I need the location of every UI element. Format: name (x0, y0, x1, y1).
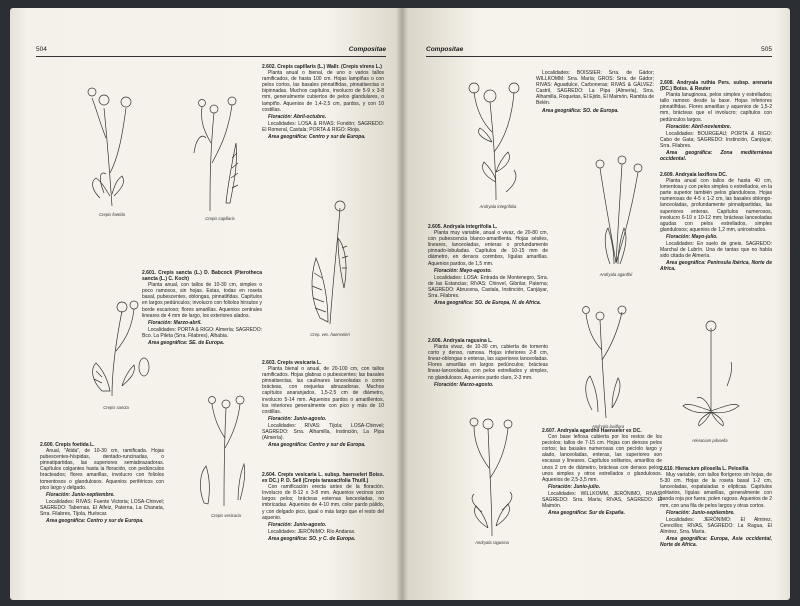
entry-2604 (262, 472, 384, 543)
entry-heading: 2.600. Crepis foetida L. (40, 442, 95, 448)
entry-description: Planta lanuginosa, pelos simples y estrellados; tallo ramoso desde la base. Hojas inferiores pinnatífidas. Flores amarillas y aquenios de 1,5-2 mm, brácteas que el involucro; capítulos con pedúnculos largos. (660, 92, 772, 123)
caption-andryala-laxiflora: Andryala laxiflora (591, 424, 625, 429)
entry-localities: Localidades: RIVAS: Tíjola; LOSA-Chinvel; SAGREDO: Srra. Alhamilla, Instinción, La Pipa (Almería). (262, 422, 384, 442)
entry-localities: Localidades: En suelo de gneis. SAGREDO: Marchal de Lubrín. Una de tantas que no había sido citada de Almería. (660, 241, 772, 260)
illustration-crepis-capillaris (180, 93, 250, 213)
entry-localities: Localidades: BOISSIER: Srra. de Gádor; WILLKOMM: Srra. María; GROS: Srra. de Gádor; RIVAS: Aguadulce, Carboneras; RIVAS & GÁLVEZ: Castril, SAGREDO: La Pipa (Almería), Srra. Alhamilla, Roquetas, El Ejido, El Maimón, Rambla de Belén. (536, 70, 654, 107)
entry-heading: 2.608. Andryala ruthia Pers. subsp. arenaria (DC.) Boiss. & Reuter (660, 80, 772, 93)
entry-area: Area geográfica: Centro y sur de Europa. (268, 442, 366, 449)
entry-2606 (428, 338, 548, 389)
entry-description: Planta bienal o anual, de 20-100 cm, con tallos ramificados. Hojas glabras o pubescentes; las basales pinnatisectas, las caulinares lanceoladas o como brácteas, con orejuelas abrazadoras. Muchos capítulos anaranjados, 1,5-2,5 cm de diámetro, involucro 5-14 mm. Aquenios pardos o amarillentos, los interiores generalmente con pico y más de 10 costillas. (262, 366, 384, 415)
entry-flowering: Floración: Mayo-agosto. (434, 267, 492, 274)
entry-area: Area geográfica: SO. de Europa, N. de Africa. (434, 300, 542, 307)
entry-localities: Localidades: WILLKOMM, JERÓNIMO, RIVAS, SAGREDO: Srra. María; RIVAS, SAGREDO: El Maimón. (542, 490, 662, 510)
caption-crepis-vesicaria: Crepis vesicaria (211, 513, 241, 518)
caption-crepis-foetida: Crepis foetida (99, 212, 125, 217)
entry-heading: 2.601. Crepis sancta (L.) D. Babcock (Pterotheca sancta (L.) C. Koch) (142, 270, 262, 283)
entry-2600 (40, 442, 164, 525)
entry-localities: Localidades: JERÓNIMO: El Almirez, Cerecillos; RIVAS, SAGREDO: La Ragua, El Almirez, Srra. María. (660, 516, 772, 535)
entry-area: Area geográfica: Península Ibérica, Norte de Africa. (660, 260, 772, 273)
entry-localities: Localidades: RIVAS: Fuente Victoria; LOSA-Chinvel; SAGREDO: Tabernas, El Alfeiz, Paterna, La Chanata, Srra. Filabres, Tíjola, Huéscar. (40, 498, 164, 518)
entry-localities: Localidades: PORTA & RIGO: Almería; SAGREDO: Bco. La Pileta (Srra. Filabres), Alhabia. (142, 326, 262, 339)
entry-description: Planta anual o bienal, de uno o varios tallos ramificados, de hasta 100 cm. Hojas lampiñas o con pelos cortos, las basales pinnatífidas, pinnatisectas o bipinnadas. Muchos capítulos, involucro de 5-9 x 3-8 mm, generalmente cubiertos de pelos glandulares, o lampiño. Aquenios de 1,4-2,5 cm, pardos, y con 10 costillas. (262, 70, 384, 113)
caption-crepis-sancta: Crepis sancta (103, 405, 129, 410)
running-title: Compositae (426, 46, 464, 53)
entry-2607 (542, 428, 662, 517)
caption-hieracium-pilosella: Hieracium pilosella (692, 438, 728, 443)
entry-heading: 2.603. Crepis vesicaria L. (262, 360, 322, 366)
entry-description: Planta anual, con tallos de 10-30 cm, simples o poco ramosos, sin hojas. Estas, todas en roseta basal, pubescentes, oblongas, pinnatífidas. Capítulos en largos pedúnculos; involucro con foliolos hirsutos y borde escarioso; flores amarillas. Aquenios centrales lineares de 4 mm de largo, los exteriores alados. (142, 282, 262, 319)
entry-flowering: Floración: Abril-octubre. (268, 113, 327, 120)
entry-description: Planta muy variable, anual o vivaz, de 20-80 cm, con pubescencia blanco-amarillenta. Hojas sésiles, lineares, lanceoladas, enteras o profundamente pinnado-lobuladas. Capítulos de 10-15 mm de diámetro, en densos corimbos, lígulas amarillas. Aquenios pardos, de 1,5 mm. (428, 230, 548, 267)
entry-description: Con base leñosa cubierta por los restos de los peciolos; tallos de 7-15 cm. Hojas con densos pelos cortos; las basales numerosas con pecíolo largo y alado, lanceoladas, enteras, las superiores son escasas y lineares. Capítulos solitarios, amarillos de unos 2 cm de diámetro, brácteas con densos pelos; unos simples y otros estrellados o glandulosos. Aquenios de 2,5-3,5 mm. (542, 434, 662, 483)
entry-heading: 2.605. Andryala integrifolia L. (428, 224, 498, 230)
entry-area: Area geográfica: Centro y sur de Europa. (46, 518, 144, 525)
entry-heading: 2.604. Crepis vesicaria L. subsp. haenseleri Boiss. ex DC.) P. D. Sell (Crepis taraxacifolia Thuill.) (262, 472, 384, 485)
entry-localities: Localidades: JERÓNIMO: Río Andarax. (268, 528, 356, 535)
entry-2601 (142, 270, 262, 347)
illustration-crepis-vesicaria (190, 388, 260, 508)
entry-description: Con ramificación erecta antes de la floración. Involucro de 8-12 x 3-8 mm. Aquenios vecinos con largos pelos; brácteas externas lanceoladas, no imbricadas. Aquenios de 4-10 mm, color pardo pálido, y con delgado pico, igual o más largo que el resto del aquenio. (262, 484, 384, 521)
page-number: 505 (761, 46, 772, 53)
entry-2608 (660, 80, 772, 163)
caption-andryala-ragusina: Andryala ragusina (475, 540, 509, 545)
running-title: Compositae (348, 46, 386, 53)
caption-crepis-vesicaria-haenseleri: Crep. ves. haenseleri (310, 332, 350, 337)
entry-2602 (262, 64, 384, 141)
entry-heading: 2.606. Andryala ragusina L. (428, 338, 493, 344)
entry-heading: 2.607. Andryala agardhii Haenseler ex DC. (542, 428, 642, 434)
caption-crepis-capillaris: Crepis capillaris (205, 216, 235, 221)
entry-localities: Localidades: LOSA: Entrada de Montenegro, Srra. de las Estancias; RIVAS: Chinvel, Gibrilar, Paterna; SAGREDO: Abrucena, Castala, Instinción, Canjáyar, Srra. Filabres. (428, 274, 548, 300)
entry-flowering: Floración: Junio-agosto. (268, 415, 327, 422)
entry-localities: Localidades: BOURGEAU; PORTA & RIGO: Cabo de Gata; SAGREDO: Instinción, Canjáyar, Srra. Filabres. (660, 130, 772, 149)
entry-heading: 2.602. Crepis capillaris (L.) Wallr. (Crepis virens L.) (262, 64, 382, 70)
entry-2605 (428, 224, 548, 307)
entry-flowering: Floración: Marzo-agosto. (434, 381, 494, 388)
illustration-hieracium-pilosella (677, 316, 747, 436)
entry-flowering: Floración: Mayo-julio. (666, 233, 718, 240)
left-page-header (36, 46, 386, 57)
illustration-andryala-integrifolia (456, 72, 536, 202)
entry-area: Area geográfica: SO. de Europa. (542, 107, 619, 114)
entry-description: Muy variable, con tallos florígeros sin hojas, de 5-30 cm. Hojas de la roseta basal 1-2 cm, lanceoladas, espatuladas o elípticas. Capítulos solitarios, lígulas amarillas, generalmente con banda roja por fuera; polen rugoso. Aquenios de 2 mm, con una fila de pelos largos y otras cortos. (660, 472, 772, 509)
entry-flowering: Floración: Abril-noviembre. (666, 123, 732, 130)
entry-flowering: Floración: Marzo-abril. (148, 319, 202, 326)
entry-heading: 2.610. Hieracium pilosella L. Pelosilla (660, 466, 749, 472)
entry-area: Area geográfica: Centro y sur de Europa. (268, 134, 366, 141)
entry-flowering: Floración: Junio-septiembre. (46, 491, 115, 498)
page-number: 504 (36, 46, 47, 53)
entry-localities: Localidades: LOSA & RIVAS: Fondón; SAGREDO: El Romeral, Castala; PORTA & RIGO: Rioja. (262, 120, 384, 133)
left-page (10, 8, 402, 600)
entry-area: Area geográfica: SO. y C. de Europa. (268, 535, 356, 542)
illustration-andryala-ragusina (452, 408, 532, 538)
entry-continuation (536, 70, 654, 115)
entry-description: Planta vivaz, de 10-30 cm, cubierta de tomento corto y denso, ramosa. Hojas inferiores 2-8 cm, linear-oblongas o enteras, las superiores lanceoladas. Flores amarillas en largos pedúnculos; brácteas linear-lanceoladas, con pelos estrellados y simples, no glandulosos. Aquenios pardo claro, 2-3 mm. (428, 344, 548, 381)
right-page-header (426, 46, 772, 57)
entry-heading: 2.609. Andryala laxiflora DC. (660, 172, 728, 178)
entry-2603 (262, 360, 384, 449)
book-gutter (396, 8, 408, 600)
entry-area: Area geográfica: SE. de Europa. (148, 340, 225, 347)
entry-description: Anual, "Atida", de 10-30 cm, ramificada. Hojas pubescentes-híspidas, dentado-runcinadas, o pinnatipartidas, las superiores semiabrazadoras. Capítulos colgantes hasta la floración, con pedúnculos bracteados; flores amarillas, involucro con foliolos tomentosos o glandulosos. Aquenios periféricos con pico largo y delgado. (40, 448, 164, 491)
entry-2610 (660, 466, 772, 549)
entry-area: Area geográfica: Sur de España. (548, 510, 625, 517)
entry-flowering: Floración: Junio-septiembre. (666, 509, 735, 516)
entry-area: Area geográfica: Europa, Asia occidental, Norte de Africa. (660, 536, 772, 549)
illustration-andryala-agardhii (582, 148, 652, 268)
illustration-andryala-laxiflora (572, 300, 642, 420)
entry-flowering: Floración: Junio-agosto. (268, 521, 327, 528)
caption-andryala-integrifolia: Andryala integrifolia (479, 204, 517, 209)
entry-description: Planta anual con tallos de hasta 40 cm, lomentosa y con pelos simples o estrellados, en la parte superior también pelos glandulosos. Hojas numerosas de 4-5 x 1-2 cm, las basales oblongo-lanceoladas, profundamente pinnatipartidas, las superiores enteras. Capítulos numerosos, involucro 6-10 x 10-12 mm; brácteas lanceoladas agudas con pelos estrellados, simples glandulosos; aquenios de 1,2 mm, unirostrados. (660, 178, 772, 233)
entry-2609 (660, 172, 772, 274)
caption-andryala-agardhii: Andryala agardhii (599, 272, 633, 277)
book-spread (10, 8, 790, 600)
illustration-crepis-vesicaria-haenseleri (300, 198, 360, 328)
right-page (402, 8, 790, 600)
entry-area: Area geográfica: Zona mediterránea occidental. (660, 150, 772, 163)
illustration-crepis-foetida (82, 78, 142, 208)
entry-flowering: Floración: Junio-julio. (548, 483, 601, 490)
